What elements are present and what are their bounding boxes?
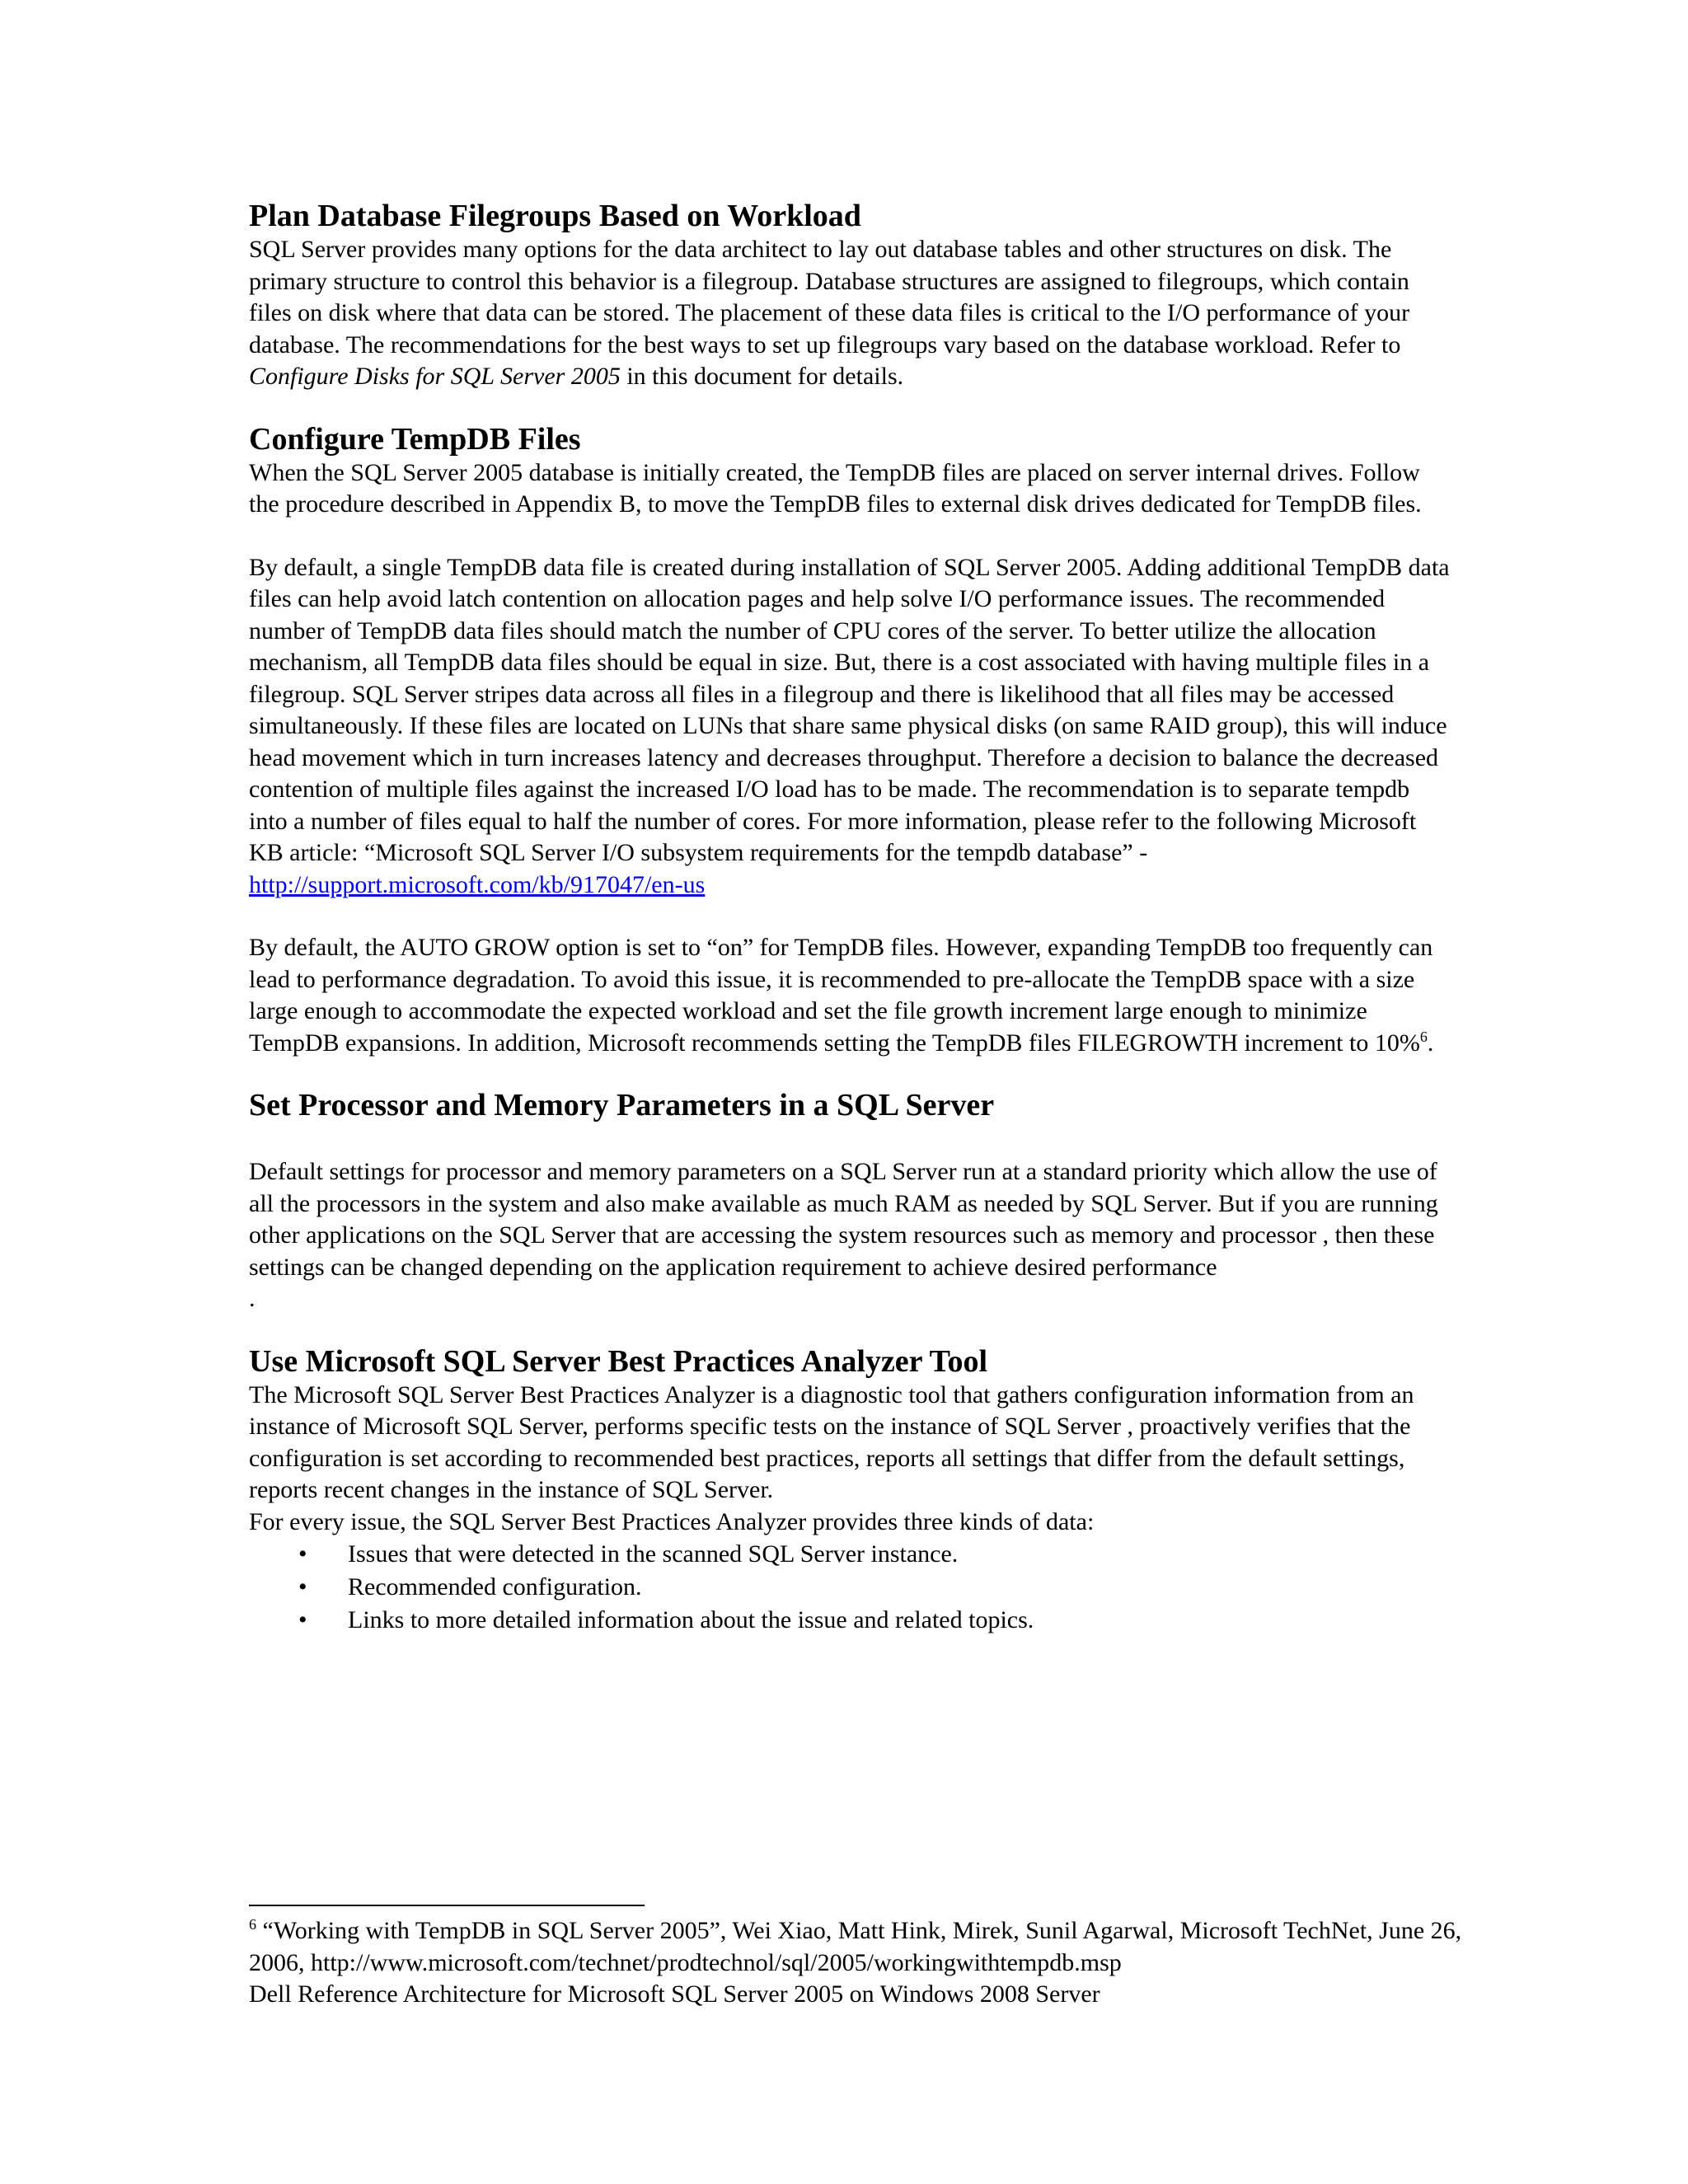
paragraph-tempdb-3-end: . — [1427, 1029, 1434, 1057]
paragraph-tempdb-1: When the SQL Server 2005 database is initially created, the TempDB files are placed on server internal drives. Follow the procedure described in Appendix B, to move the TempDB files to external disk drives dedicated for TempDB files. — [249, 458, 1422, 518]
list-item-text: Issues that were detected in the scanned SQL Server instance. — [348, 1540, 959, 1568]
paragraph-tempdb-3 — [249, 932, 1452, 1059]
footnote-number: 6 — [249, 1916, 256, 1933]
page-footer-title: Dell Reference Architecture for Microsoft SQL Server 2005 on Windows 2008 Server — [249, 1980, 1100, 2008]
bpa-bullet-list — [249, 1538, 1452, 1637]
bullet-icon: • — [298, 1606, 307, 1633]
footnote — [249, 1915, 1485, 2011]
footnote-citation — [249, 1915, 1485, 1979]
kb-article-link[interactable]: http://support.microsoft.com/kb/917047/en-us — [249, 870, 706, 898]
footnote-citation-text: “Working with TempDB in SQL Server 2005”, Wei Xiao, Matt Hink, Mirek, Sunil Agarwal, Microsoft TechNet, June 26, 2006, http://www.microsoft.com/technet/prodtechnol/sql/2005/workingwithtempdb.msp — [249, 1917, 1462, 1976]
bullet-icon: • — [298, 1540, 307, 1568]
list-item — [249, 1571, 1452, 1604]
heading-filegroups: Plan Database Filegroups Based on Workload — [249, 199, 861, 233]
footnote-separator — [249, 1905, 645, 1906]
paragraph-tempdb-2 — [249, 552, 1452, 902]
reference-configure-disks: Configure Disks for SQL Server 2005 — [249, 363, 621, 390]
document-page — [249, 198, 1452, 1637]
list-item-text: Links to more detailed information about the issue and related topics. — [348, 1606, 1034, 1633]
heading-processor-memory: Set Processor and Memory Parameters in a SQL Server — [249, 1088, 995, 1122]
paragraph-filegroups — [249, 234, 1452, 393]
bullet-icon: • — [298, 1573, 307, 1601]
paragraph-filegroups-text: SQL Server provides many options for the data architect to lay out database tables and other structures on disk. The primary structure to control this behavior is a filegroup. Database structures are assigned to filegroups, which contain files on disk where that data can be stored. The placement of these data files is critical to the I/O performance of your database. The recommendations for the best ways to set up filegroups vary based on the database workload. Refer to — [249, 236, 1410, 359]
footnote-reference: 6 — [1419, 1028, 1428, 1045]
paragraph-tempdb-3-text: By default, the AUTO GROW option is set to “on” for TempDB files. However, expanding TempDB too frequently can lead to performance degradation. To avoid this issue, it is recommended to pre-allocate the TempDB space with a size large enough to accommodate the expected workload and set the file growth increment large enough to minimize TempDB expansions. In addition, Microsoft recommends setting the TempDB files FILEGROWTH increment to 10% — [249, 934, 1433, 1057]
heading-tempdb: Configure TempDB Files — [249, 421, 581, 457]
paragraph-bpa-1: The Microsoft SQL Server Best Practices Analyzer is a diagnostic tool that gathers configuration information from an instance of Microsoft SQL Server, performs specific tests on the instance of SQL Server , proactively verifies that the configuration is set according to recommended best practices, reports all settings that differ from the default settings, reports recent changes in the instance of SQL Server. — [249, 1380, 1414, 1503]
paragraph-trailing-dot: . — [249, 1285, 256, 1312]
paragraph-processor-memory: Default settings for processor and memory parameters on a SQL Server run at a standard priority which allow the use of all the processors in the system and also make available as much RAM as needed by SQL Server. But if you are running other applications on the SQL Server that are accessing the system resources such as memory and processor , then these settings can be changed depending on the application requirement to achieve desired performance — [249, 1158, 1438, 1281]
list-item — [249, 1604, 1452, 1637]
paragraph-bpa-2: For every issue, the SQL Server Best Practices Analyzer provides three kinds of data: — [249, 1507, 1095, 1535]
heading-best-practices-analyzer: Use Microsoft SQL Server Best Practices Analyzer Tool — [249, 1343, 988, 1379]
list-item-text: Recommended configuration. — [348, 1573, 642, 1601]
paragraph-tempdb-2-text: By default, a single TempDB data file is created during installation of SQL Server 2005. Adding additional TempDB data files can help avoid latch contention on allocation pages and help solve I/O performance issues. The recommended number of TempDB data files should match the number of CPU cores of the server. To better utilize the allocation mechanism, all TempDB data files should be equal in size. But, there is a cost associated with having multiple files in a filegroup. SQL Server stripes data across all files in a filegroup and there is likelihood that all files may be accessed simultaneously. If these files are located on LUNs that share same physical disks (on same RAID group), this will induce head movement which in turn increases latency and decreases throughput. Therefore a decision to balance the decreased contention of multiple files against the increased I/O load has to be made. The recommendation is to separate tempdb into a number of files equal to half the number of cores. For more information, please refer to the following Microsoft KB article: “Microsoft SQL Server I/O subsystem requirements for the tempdb database” - — [249, 553, 1450, 866]
paragraph-filegroups-tail: in this document for details. — [620, 363, 904, 390]
list-item — [249, 1538, 1452, 1571]
